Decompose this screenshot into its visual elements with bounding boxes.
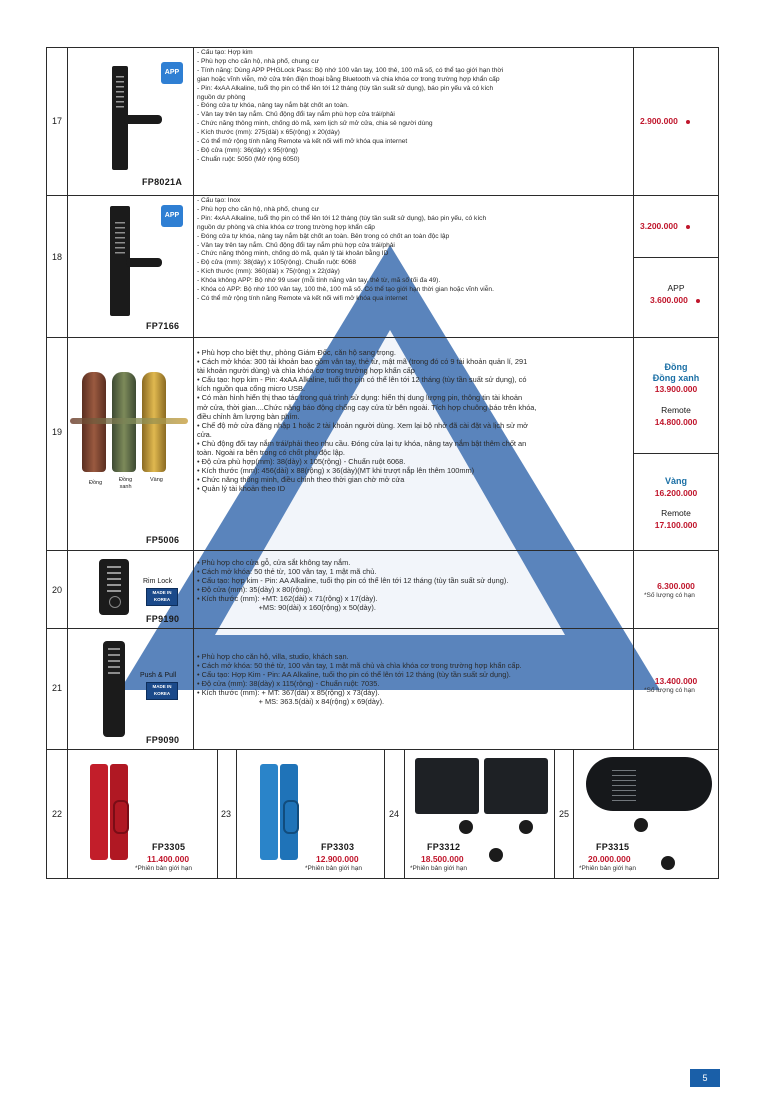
price: 13.400.000 <box>654 676 698 686</box>
lock-type-tag: Push & Pull <box>140 672 177 679</box>
row-number: 17 <box>51 116 62 126</box>
price: 20.000.000 <box>588 854 631 864</box>
limited-edition-note: *Phiên bản giới hạn <box>305 865 363 872</box>
price: 12.900.000 <box>316 854 359 864</box>
bullet-dot-icon <box>696 299 700 303</box>
row-number: 24 <box>388 809 399 819</box>
fingerprint-icon <box>109 596 121 608</box>
price: 2.900.000 <box>640 116 720 126</box>
app-badge: APP <box>161 62 183 84</box>
remote-price: 17.100.000 <box>654 520 698 530</box>
product-description: • Phù hợp cho biệt thự, phòng Giám Đốc, căn hộ sang trọng. • Cách mở khóa: 300 tài khoản bao gồm vân tay, thẻ từ, mật mã (trong đó có 9 tài khoản quản lí, 291 tài khoản người dùng) và chìa khóa cơ trong trường hợp khẩn cấp • Cấu tạo: hợp kim - Pin: 4xAA Alkaline, tuổi thọ pin có thể lên tới 12 tháng (tùy tần suất sử dụng), có kích nguồn qua cổng micro USB. • Có màn hình hiển thị thao tác trong quá trình sử dụng: hiển thị dung lượng pin, thông tin tài khoản mở cửa, thời gian....Chức năng báo động chống cạy cửa từ bên ngoài. Tích hợp chuông báo trên khóa, điều chỉnh âm lượng bàn phím. • Chế độ mở cửa đăng nhập 1 hoặc 2 tài khoản người dùng. Xem lại bộ nhớ đã cài đặt và lịch sử mở cửa. • Chủ động đổi tay nắm trái/phải theo nhu cầu. Đóng cửa lại tự khóa, nâng tay nắm bật thêm chốt an toàn. Ngoài ra bên trong có chốt phụ độc lập. • Độ cửa phù hợp(mm): 38(dày) x 105(rộng) - Chuẩn ruột 6068. • Kích thước (mm): 456(dài) x 88(rộng) x 36(dày)(MT khi trượt nắp lên thêm 100mm) • Chức năng thông minh, điều chỉnh theo thời gian chờ mở cửa • Quản lý tài khoản theo ID <box>197 348 537 494</box>
page-number: 5 <box>690 1069 720 1087</box>
app-badge: APP <box>161 205 183 227</box>
remote-price: 14.800.000 <box>654 417 698 427</box>
made-in-korea-badge: MADE IN KOREA <box>146 588 178 606</box>
price: 11.400.000 <box>147 854 190 864</box>
key-fob-icon <box>489 848 503 862</box>
lock-image-blue <box>260 764 278 860</box>
model-name: FP3305 <box>152 842 186 852</box>
finish-label: Đồng xanh <box>652 373 700 383</box>
limited-edition-note: *Phiên bản giới hạn <box>410 865 468 872</box>
model-name: FP5006 <box>146 535 180 545</box>
row-number: 20 <box>51 585 62 595</box>
row-number: 25 <box>558 809 569 819</box>
lock-image-red <box>90 764 108 860</box>
model-name: FP3303 <box>321 842 355 852</box>
lock-panel-image <box>586 757 712 811</box>
lock-panel-image <box>415 758 479 814</box>
bullet-dot-icon <box>686 225 690 229</box>
row-number: 19 <box>51 427 62 437</box>
limited-edition-note: *Phiên bản giới hạn <box>579 865 637 872</box>
app-price: 3.600.000 <box>650 295 720 305</box>
color-label: Đồng <box>89 480 103 486</box>
key-fob-icon <box>519 820 533 834</box>
finish-label: Đồng <box>664 362 688 372</box>
key-fob-icon <box>661 856 675 870</box>
row-number: 21 <box>51 683 62 693</box>
key-fob-icon <box>459 820 473 834</box>
product-description: • Phù hợp cho cửa gỗ, cửa sắt không tay nắm. • Cách mở khóa: 50 thẻ từ, 100 vân tay, 1 mật mã chủ. • Cấu tạo: hợp kim - Pin: AA Alkaline, tuổi thọ pin có thể lên tới 12 tháng (tùy tần suất sử dụng). • Độ cửa (mm): 35(dày) x 80(rộng). • Kích thước (mm): +MT: 162(dài) x 71(rộng) x 17(dày). +MS: 90(dài) x 160(rộng) x 50(dày). <box>197 558 509 613</box>
bullet-dot-icon <box>686 120 690 124</box>
price: 3.200.000 <box>640 221 720 231</box>
price: 6.300.000 <box>657 581 695 591</box>
quantity-note: *Số lượng có hạn <box>644 592 695 599</box>
remote-label: Remote <box>661 405 691 415</box>
model-name: FP8021A <box>142 177 183 187</box>
limited-edition-note: *Phiên bản giới hạn <box>135 865 193 872</box>
keypad-icon <box>612 766 636 802</box>
price: 13.900.000 <box>654 384 698 394</box>
price: 18.500.000 <box>421 854 464 864</box>
model-name: FP3315 <box>596 842 630 852</box>
remote-label: Remote <box>661 508 691 518</box>
made-in-korea-badge: MADE IN KOREA <box>146 682 178 700</box>
model-name: FP7166 <box>146 321 180 331</box>
finish-label: Vàng <box>664 476 687 486</box>
model-name: FP3312 <box>427 842 461 852</box>
model-name: FP9090 <box>146 735 180 745</box>
lock-handle <box>70 418 188 424</box>
color-label: Đồng xanh <box>119 477 133 490</box>
model-name: FP9190 <box>146 614 180 624</box>
product-description: - Cấu tạo: Inox - Phù hợp cho căn hộ, nhà phố, chung cư - Pin: 4xAA Alkaline, tuổi thọ pin có thể lên tới 12 tháng (tùy tần suất sử dụng), báo pin yếu, có kích nguồn dự phòng và chìa khóa cơ trong trường hợp khẩn cấp - Đóng cửa tự khóa, nâng tay nắm bật chốt an toàn. Bên trong có chốt an toàn độc lập - Vân tay trên tay nắm. Chủ động đổi tay nắm phù hợp cửa trái/phải - Chức năng thông minh, chống dò mã, quản lý tài khoản bằng ID - Độ cửa (mm): 38(dày) x 105(rộng). Chuẩn ruột: 6068 - Kích thước (mm): 360(dài) x 75(rộng) x 22(dày) - Khóa không APP: Bộ nhớ 99 user (mỗi tính năng vân tay, thẻ từ, mã số tối đa 49). - Khóa có APP: Bộ nhớ 100 vân tay, 100 thẻ, 100 mã số. Có thể tạo giới hạn thời gian hoặc vĩnh viễn. - Có thể mở rộng tính năng Remote và kết nối wifi mở khóa qua internet <box>197 197 494 302</box>
keypad-icon <box>115 222 125 256</box>
row-number: 22 <box>51 809 62 819</box>
lock-panel-image <box>484 758 548 814</box>
product-description: • Phù hợp cho căn hộ, villa, studio, khách sạn. • Cách mở khóa: 50 thẻ từ, 100 vân tay, 1 mật mã chủ và chìa khóa cơ trong trường hợp khẩn cấp. • Cấu tạo: Hợp Kim - Pin: AA Alkaline, tuổi thọ pin có thể lên tới 12 tháng (tùy tần suất sử dụng). • Độ cửa (mm): 38(dày) x 115(rộng) - Chuẩn ruột: 7035. • Kích thước (mm): + MT: 367(dài) x 85(rộng) x 73(dày). + MS: 363.5(dài) x 84(rộng) x 69(dày). <box>197 652 522 707</box>
keypad-icon <box>116 76 124 108</box>
lock-type-tag: Rim Lock <box>143 578 173 585</box>
lock-handle <box>124 115 162 124</box>
row-number: 18 <box>51 252 62 262</box>
lock-handle <box>126 258 162 267</box>
handle-grip <box>113 800 129 834</box>
color-label: Vàng <box>150 477 163 483</box>
keypad-icon <box>107 566 121 592</box>
price: 16.200.000 <box>654 488 698 498</box>
key-fob-icon <box>634 818 648 832</box>
row-number: 23 <box>220 809 231 819</box>
keypad-icon <box>108 648 120 676</box>
product-description: - Cấu tạo: Hợp kim - Phù hợp cho căn hộ, nhà phố, chung cư - Tính năng: Dùng APP PHGLock Pass: Bộ nhớ 100 vân tay, 100 thẻ, 100 mã số, có thể tạo giới hạn thời gian hoặc vĩnh viễn, mở cửa trên điện thoại bằng Bluetooth và chia khóa cơ trong trường hợp khẩn cấp - Pin: 4xAA Alkaline, tuổi thọ pin có thể lên tới 12 tháng (tùy tần suất sử dụng), báo pin yếu và có kích nguồn dự phòng - Đóng cửa tự khóa, nâng tay nắm bật chốt an toàn. - Vân tay trên tay nắm. Chủ động đổi tay nắm phù hợp cửa trái/phải - Chức năng thông minh, chống dò mã, xem lịch sử mở cửa, chia sẻ người dùng - Kích thước (mm): 275(dài) x 65(rộng) x 20(dày) - Có thể mở rộng tính năng Remote và kết nối wifi mở khóa qua internet - Độ cửa (mm): 36(dày) x 95(rộng) - Chuẩn ruột: 5050 (Mở rộng 6050) <box>197 49 504 163</box>
handle-grip <box>283 800 299 834</box>
quantity-note: *Số lượng có hạn <box>644 687 695 694</box>
app-price-label: APP <box>667 283 685 293</box>
